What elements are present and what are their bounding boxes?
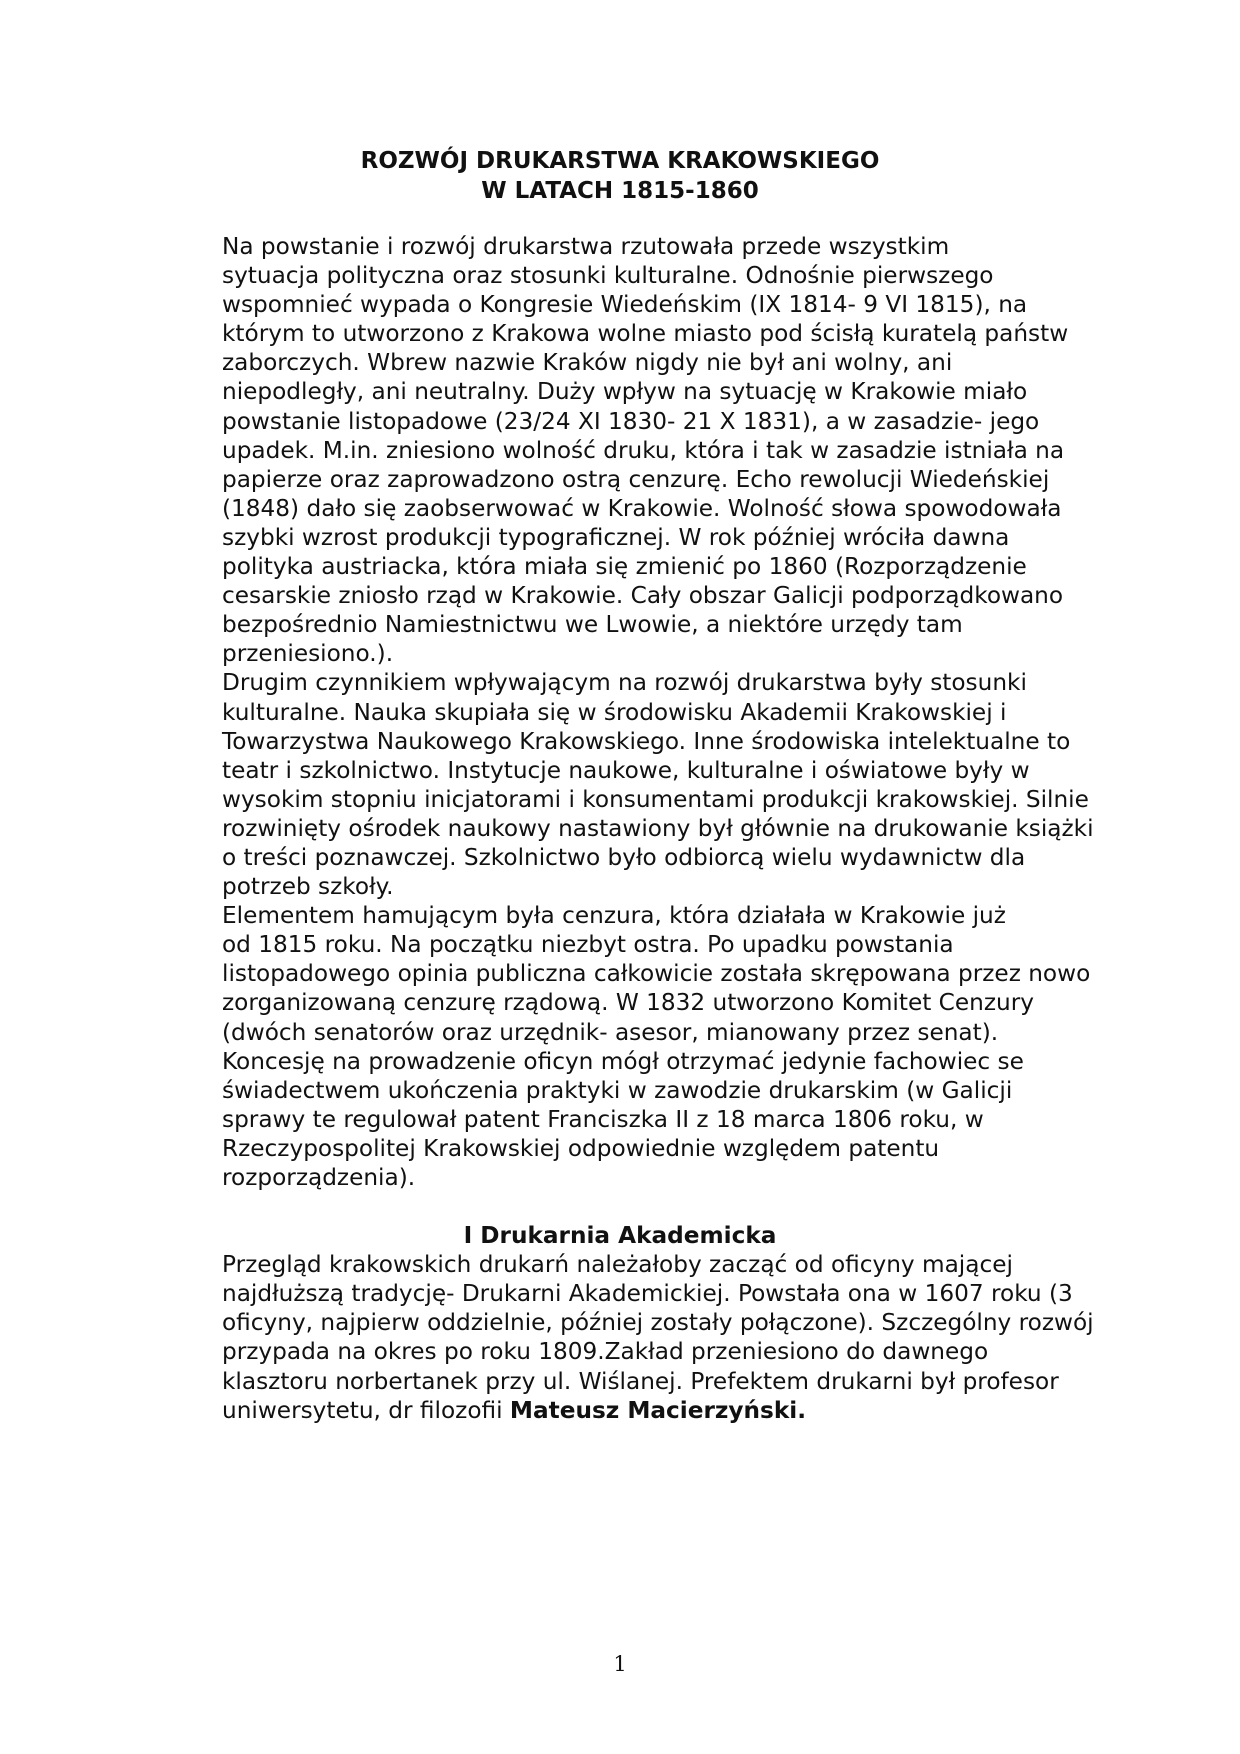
- text-line: Koncesję na prowadzenie oficyn mógł otrzymać jedynie fachowiec se: [222, 1047, 1024, 1075]
- text-line: teatr i szkolnictwo. Instytucje naukowe, kulturalne i oświatowe były w: [222, 756, 1030, 784]
- text-line: którym to utworzono z Krakowa wolne miasto pod ścisłą kuratelą państw: [222, 320, 1069, 348]
- text-line: szybki wzrost produkcji typograficznej. W rok później wróciła dawna: [222, 523, 1010, 551]
- text-line: Na powstanie i rozwój drukarstwa rzutowała przede wszystkim: [222, 233, 950, 260]
- section-heading: I Drukarnia Akademicka: [463, 1222, 777, 1250]
- text-line: zaborczych. Wbrew nazwie Kraków nigdy nie był ani wolny, ani: [222, 349, 953, 377]
- text-line: wysokim stopniu inicjatorami i konsumentami produkcji krakowskiej. Silnie: [222, 785, 1089, 813]
- text-line: sytuacja polityczna oraz stosunki kulturalne. Odnośnie pierwszego: [222, 262, 994, 290]
- paragraph-political-situation: [148, 232, 1092, 668]
- paragraph-concession: [148, 1047, 1092, 1192]
- text-line: od 1815 roku. Na początku niezbyt ostra. Po upadku powstania: [222, 931, 954, 959]
- page-number: 1: [613, 1652, 627, 1676]
- text-line: wspomnieć wypada o Kongresie Wiedeńskim (IX 1814- 9 VI 1815), na: [222, 291, 1028, 319]
- text-line: klasztoru norbertanek przy ul. Wiślanej. Prefektem drukarni był profesor: [222, 1367, 1059, 1395]
- text-line: rozporządzenia).: [222, 1164, 416, 1191]
- text-line: listopadowego opinia publiczna całkowicie została skrępowana przez nowo: [222, 960, 1091, 988]
- text-line: zorganizowaną cenzurę rządową. W 1832 utworzono Komitet Cenzury: [222, 989, 1034, 1017]
- text-line: o treści poznawczej. Szkolnictwo było odbiorcą wielu wydawnictw dla: [222, 843, 1026, 871]
- text-line: cesarskie zniosło rząd w Krakowie. Cały obszar Galicji podporządkowano: [222, 582, 1064, 610]
- text-line: Towarzystwa Naukowego Krakowskiego. Inne środowiska intelektualne to: [222, 727, 1071, 755]
- paragraph-academic-press: [148, 1250, 1092, 1425]
- text-line: Elementem hamującym była cenzura, która działała w Krakowie już: [222, 902, 1006, 930]
- text-line: powstanie listopadowe (23/24 XI 1830- 21 X 1831), a w zasadzie- jego: [222, 407, 1040, 435]
- paragraph-cultural-relations: [148, 668, 1092, 901]
- document-title: [148, 146, 1092, 206]
- text-line: Rzeczypospolitej Krakowskiej odpowiednie względem patentu: [222, 1134, 940, 1162]
- text-line: świadectwem ukończenia praktyki w zawodzie drukarskim (w Galicji: [222, 1076, 1013, 1104]
- text-line: (dwóch senatorów oraz urzędnik- asesor, mianowany przez senat).: [222, 1018, 999, 1046]
- text-line: sprawy te regulował patent Franciszka II z 18 marca 1806 roku, w: [222, 1105, 984, 1133]
- title-line-2: W LATACH 1815-1860: [481, 178, 759, 204]
- text-line: Przegląd krakowskich drukarń należałoby zacząć od oficyny mającej: [222, 1251, 1013, 1279]
- text-line-prefix: uniwersytetu, dr filozofii: [222, 1396, 510, 1424]
- text-line-last: [148, 1396, 1092, 1425]
- text-line: bezpośrednio Namiestnictwu we Lwowie, a niektóre urzędy tam: [222, 611, 963, 639]
- document-body: [148, 232, 1092, 1425]
- text-line: Drugim czynnikiem wpływającym na rozwój drukarstwa były stosunki: [222, 669, 1027, 697]
- text-line: oficyny, najpierw oddzielnie, później zostały połączone). Szczególny rozwój: [222, 1309, 1094, 1337]
- text-line: (1848) dało się zaobserwować w Krakowie. Wolność słowa spowodowała: [222, 494, 1062, 522]
- text-line: polityka austriacka, która miała się zmienić po 1860 (Rozporządzenie: [222, 553, 1027, 581]
- text-line: niepodległy, ani neutralny. Duży wpływ na sytuację w Krakowie miało: [222, 378, 1028, 406]
- text-line: przypada na okres po roku 1809.Zakład przeniesiono do dawnego: [222, 1338, 989, 1366]
- text-line: rozwinięty ośrodek naukowy nastawiony był głównie na drukowanie książki: [222, 814, 1094, 842]
- text-line: przeniesiono.).: [222, 640, 394, 668]
- paragraph-censorship: [148, 901, 1092, 1046]
- person-name-bold: Mateusz Macierzyński.: [509, 1396, 807, 1424]
- text-line: potrzeb szkoły.: [222, 873, 394, 901]
- text-line: kulturalne. Nauka skupiała się w środowisku Akademii Krakowskiej i: [222, 698, 1007, 726]
- text-line: papierze oraz zaprowadzono ostrą cenzurę. Echo rewolucji Wiedeńskiej: [222, 465, 1050, 493]
- title-line-1: ROZWÓJ DRUKARSTWA KRAKOWSKIEGO: [360, 148, 880, 174]
- text-line: najdłuższą tradycję- Drukarni Akademickiej. Powstała ona w 1607 roku (3: [222, 1280, 1073, 1308]
- text-line: upadek. M.in. zniesiono wolność druku, która i tak w zasadzie istniała na: [222, 436, 1065, 464]
